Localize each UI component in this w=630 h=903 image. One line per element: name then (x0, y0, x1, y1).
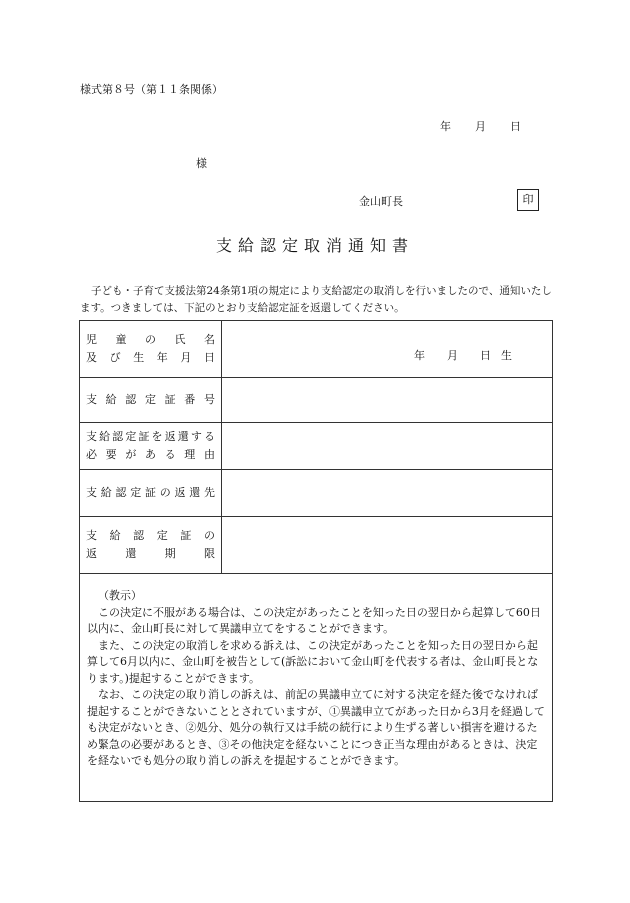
certificate-number-field[interactable] (222, 378, 553, 423)
instructions-paragraph-2: また、この決定の取消しを求める訴えは、この決定があったことを知った日の翌日から起算して6月以内に、金山町を被告として(訴訟において金山町を代表する者は、金山町長となります。)提起することができます。 (87, 638, 539, 685)
return-destination-field[interactable] (222, 470, 553, 517)
return-reason-label: 支 給 認 定 証 を 返 還 す る 必 要 が あ る 理 由 (80, 423, 222, 470)
birth-suffix-label: 生 (501, 349, 512, 362)
date-year-label: 年 (440, 120, 451, 133)
instructions-heading: （教示） (98, 589, 142, 602)
issue-date (440, 118, 521, 134)
birth-date (222, 335, 552, 363)
table-row (80, 470, 553, 517)
child-name-birth-field[interactable] (222, 321, 553, 378)
return-reason-field[interactable] (222, 423, 553, 470)
issuer-name: 金山町長 (359, 195, 403, 208)
return-deadline-label: 支 給 認 定 証 の 返 還 期 限 (80, 517, 222, 574)
label-line: 及 び 生 年 月 日 (86, 351, 215, 364)
instructions-paragraph-3: なお、この決定の取り消しの訴えは、前記の異議申立てに対する決定を経た後でなければ提起することができないこととされていますが、①異議申立てがあった日から3月を経過しても決定がないとき、②処分、処分の執行又は手続の続行により生ずる著しい損害を避けるため緊急の必要があるとき、③その他決定を経ないことにつき正当な理由があるときは、決定を経ないでも処分の取り消しの訴えを提起することができます。 (87, 688, 545, 767)
table-row (80, 574, 553, 802)
date-day-label: 日 (510, 120, 521, 133)
instructions-paragraph-1: この決定に不服がある場合は、この決定があったことを知った日の翌日から起算して60日以内に、金山町長に対して異議申立てをすることができます。 (87, 605, 541, 635)
document-title: 支給認定取消通知書 (215, 236, 414, 255)
seal-box: 印 (517, 189, 539, 211)
intro-paragraph: 子ども・子育て支援法第24条第1項の規定により支給認定の取消しを行いましたので、通知いたします。つきましては、下記のとおり支給認定証を返還してください。 (80, 285, 552, 314)
return-destination-label: 支 給 認 定 証 の 返 還 先 (80, 470, 222, 517)
date-month-label: 月 (475, 120, 486, 133)
table-row (80, 321, 553, 378)
birth-year-label: 年 (414, 349, 425, 362)
table-row (80, 517, 553, 574)
label-line: 児 童 の 氏 名 (86, 333, 215, 346)
table-row (80, 423, 553, 470)
child-name-birth-label (80, 321, 222, 378)
birth-month-label: 月 (447, 349, 458, 362)
table-row (80, 378, 553, 423)
return-deadline-field[interactable] (222, 517, 553, 574)
certificate-table (79, 320, 553, 802)
recipient-suffix: 様 (196, 157, 207, 170)
certificate-number-label: 支 給 認 定 証 番 号 (80, 378, 222, 423)
form-number: 様式第８号（第１１条関係） (80, 83, 223, 96)
instructions-block (80, 574, 553, 802)
birth-day-label: 日 (480, 349, 491, 362)
